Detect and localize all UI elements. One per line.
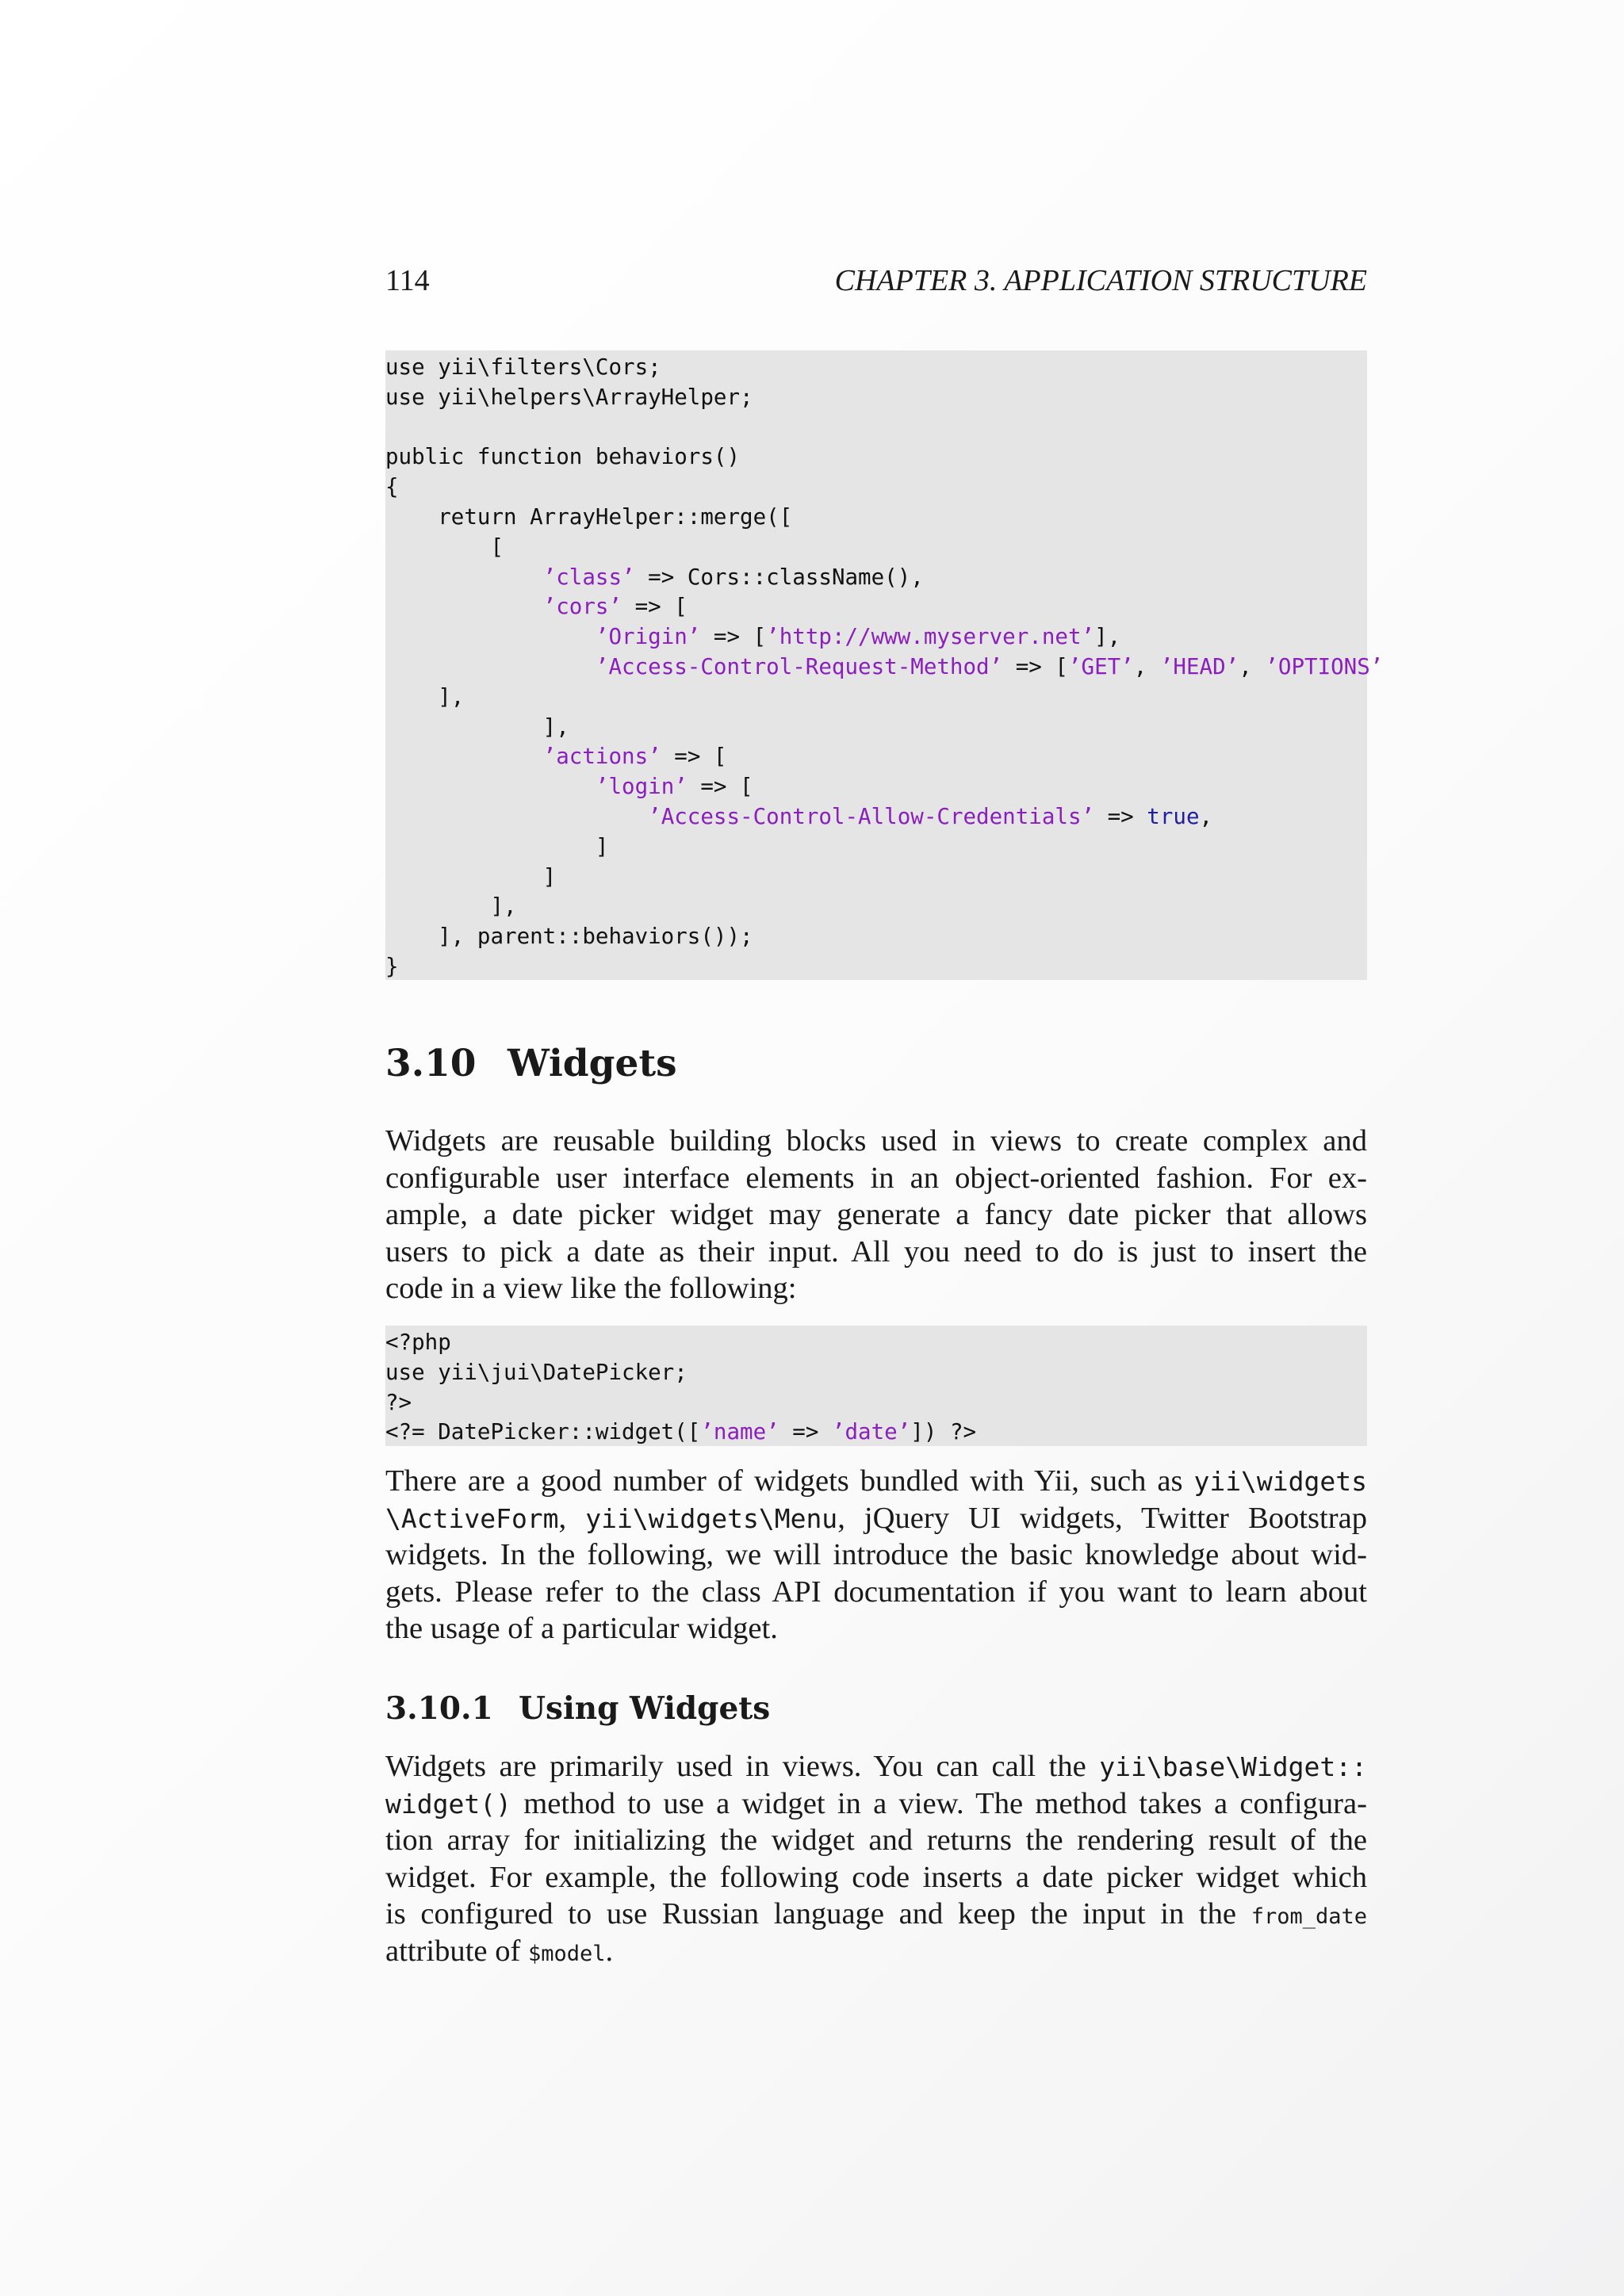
- text-line: [385, 1160, 1367, 1197]
- subsection-title: Using Widgets: [519, 1690, 771, 1727]
- text-run: Widgets are reusable building blocks used in views to create complex and: [385, 1124, 1367, 1158]
- code-text: ,: [1199, 803, 1213, 829]
- section-title: Widgets: [508, 1042, 677, 1085]
- code-line: [385, 772, 1367, 802]
- code-line: [385, 413, 1367, 443]
- code-text: ?>: [385, 1389, 412, 1415]
- code-text: ,: [1133, 653, 1160, 679]
- code-text: use yii\filters\Cors;: [385, 354, 661, 380]
- code-text: ], parent::behaviors());: [385, 924, 753, 950]
- code-line: [385, 383, 1367, 413]
- code-text: ],: [385, 894, 517, 920]
- code-text: use yii\helpers\ArrayHelper;: [385, 384, 753, 410]
- text-run: There are a good number of widgets bundled with Yii, such as: [385, 1464, 1194, 1498]
- code-text: =>: [1094, 803, 1147, 829]
- text-line: [385, 1859, 1367, 1896]
- code-text: <?= DatePicker::widget([: [385, 1419, 701, 1445]
- code-line: [385, 1418, 1367, 1448]
- text-run: is configured to use Russian language and keep the input in the: [385, 1897, 1251, 1931]
- paragraph-widgets-intro: [385, 1123, 1367, 1307]
- text-run: .: [605, 1934, 614, 1968]
- code-text: [385, 744, 543, 769]
- code-string: ’OPTIONS’: [1265, 653, 1384, 679]
- text-line: [385, 1536, 1367, 1574]
- code-text: ]: [385, 833, 609, 859]
- code-line: [385, 683, 1367, 713]
- text-line: [385, 1270, 1367, 1307]
- code-text: use yii\jui\DatePicker;: [385, 1359, 688, 1385]
- code-text: =>: [779, 1419, 832, 1445]
- text-run: widget. For example, the following code inserts a date picker widget which: [385, 1860, 1367, 1894]
- inline-code: $model: [527, 1941, 606, 1966]
- code-string: ’Access-Control-Allow-Credentials’: [648, 803, 1095, 829]
- text-run: ,: [558, 1501, 586, 1535]
- code-string: ’login’: [595, 774, 688, 800]
- code-text: => [: [1002, 653, 1068, 679]
- code-text: {: [385, 474, 399, 500]
- text-line: [385, 1196, 1367, 1234]
- code-text: => [: [622, 594, 688, 620]
- text-line: [385, 1610, 1367, 1647]
- code-string: ’HEAD’: [1159, 653, 1239, 679]
- code-line: [385, 473, 1367, 503]
- paragraph-bundled-widgets: [385, 1463, 1367, 1647]
- inline-code: yii\base\Widget::: [1099, 1751, 1367, 1782]
- code-line: [385, 802, 1367, 832]
- text-run: the usage of a particular widget.: [385, 1612, 778, 1645]
- code-string: ’class’: [542, 564, 635, 590]
- page-number: 114: [385, 264, 430, 297]
- code-text: [: [385, 534, 504, 560]
- inline-code: yii\widgets\Menu: [585, 1502, 838, 1534]
- code-string: ’date’: [831, 1419, 911, 1445]
- text-run: ample, a date picker widget may generate a fancy date picker that allows: [385, 1198, 1367, 1231]
- code-string: ’cors’: [542, 594, 622, 620]
- text-line: [385, 1123, 1367, 1160]
- code-text: ],: [385, 714, 569, 740]
- text-line: [385, 1785, 1367, 1823]
- text-run: code in a view like the following:: [385, 1272, 797, 1305]
- code-text: ],: [1094, 624, 1121, 650]
- code-text: public function behaviors(): [385, 444, 741, 470]
- text-run: Widgets are primarily used in views. You can call the: [385, 1750, 1100, 1783]
- code-block-datepicker: [385, 1326, 1367, 1446]
- text-line: [385, 1234, 1367, 1271]
- code-text: [385, 594, 543, 619]
- code-text: => [: [661, 744, 727, 770]
- code-line: [385, 832, 1367, 863]
- code-line: [385, 1358, 1367, 1388]
- code-line: [385, 533, 1367, 563]
- code-keyword: true: [1147, 803, 1200, 829]
- text-line: [385, 1500, 1367, 1537]
- code-line: [385, 922, 1367, 952]
- code-text: => [: [687, 774, 753, 800]
- code-text: ]) ?>: [910, 1419, 977, 1445]
- chapter-title: CHAPTER 3. APPLICATION STRUCTURE: [834, 264, 1367, 297]
- code-line: [385, 503, 1367, 533]
- code-line: [385, 863, 1367, 893]
- code-line: [385, 563, 1367, 593]
- inline-code: widget(): [385, 1788, 511, 1820]
- running-header: [385, 258, 1367, 303]
- code-text: }: [385, 953, 399, 979]
- code-line: [385, 742, 1367, 772]
- section-heading: [385, 1040, 677, 1088]
- code-text: <?php: [385, 1330, 451, 1355]
- text-line: [385, 1896, 1367, 1933]
- text-run: attribute of: [385, 1934, 528, 1968]
- text-run: tion array for initializing the widget and returns the rendering result of the: [385, 1823, 1367, 1857]
- section-number: 3.10: [385, 1042, 477, 1085]
- text-line: [385, 1933, 1367, 1970]
- code-line: [385, 592, 1367, 622]
- text-line: [385, 1463, 1367, 1500]
- code-text: [385, 654, 596, 679]
- inline-code: yii\widgets: [1193, 1466, 1367, 1497]
- text-run: method to use a widget in a view. The method takes a configura-: [511, 1786, 1367, 1820]
- code-line: [385, 1328, 1367, 1358]
- code-string: ’Origin’: [595, 624, 701, 650]
- inline-code: \ActiveForm: [385, 1502, 559, 1534]
- inline-code: from_date: [1251, 1904, 1367, 1929]
- text-run: configurable user interface elements in an object-oriented fashion. For ex-: [385, 1161, 1367, 1195]
- code-line: [385, 353, 1367, 383]
- text-run: users to pick a date as their input. All you need to do is just to insert the: [385, 1234, 1367, 1269]
- code-line: [385, 442, 1367, 473]
- subsection-heading: [385, 1687, 770, 1730]
- code-line: [385, 952, 1367, 982]
- text-run: widgets. In the following, we will introduce the basic knowledge about wid-: [385, 1538, 1367, 1571]
- code-string: ’http://www.myserver.net’: [766, 624, 1095, 650]
- code-text: => [: [700, 624, 767, 650]
- code-line: [385, 652, 1384, 683]
- text-run: gets. Please refer to the class API documentation if you want to learn about: [385, 1575, 1367, 1609]
- code-text: => Cors::className(),: [634, 564, 924, 590]
- code-text: [385, 624, 596, 649]
- code-line: [385, 892, 1367, 922]
- code-text: [385, 774, 596, 799]
- code-line: [385, 622, 1367, 652]
- code-text: ],: [385, 683, 465, 710]
- text-line: [385, 1574, 1367, 1611]
- subsection-number: 3.10.1: [385, 1690, 493, 1727]
- text-line: [385, 1822, 1367, 1859]
- text-run: , jQuery UI widgets, Twitter Bootstrap: [837, 1501, 1367, 1535]
- code-string: ’name’: [700, 1419, 779, 1445]
- code-string: ’actions’: [542, 744, 661, 770]
- paragraph-using-widgets: [385, 1748, 1367, 1969]
- code-string: ’Access-Control-Request-Method’: [595, 653, 1003, 679]
- text-line: [385, 1748, 1367, 1785]
- code-string: ’GET’: [1067, 653, 1134, 679]
- code-text: [385, 804, 648, 829]
- code-text: [385, 564, 543, 590]
- code-line: [385, 713, 1367, 743]
- code-text: return ArrayHelper::merge([: [385, 503, 793, 530]
- code-text: ,: [1239, 653, 1266, 679]
- code-line: [385, 1388, 1367, 1418]
- code-block-cors: [385, 350, 1384, 980]
- code-text: ]: [385, 863, 557, 890]
